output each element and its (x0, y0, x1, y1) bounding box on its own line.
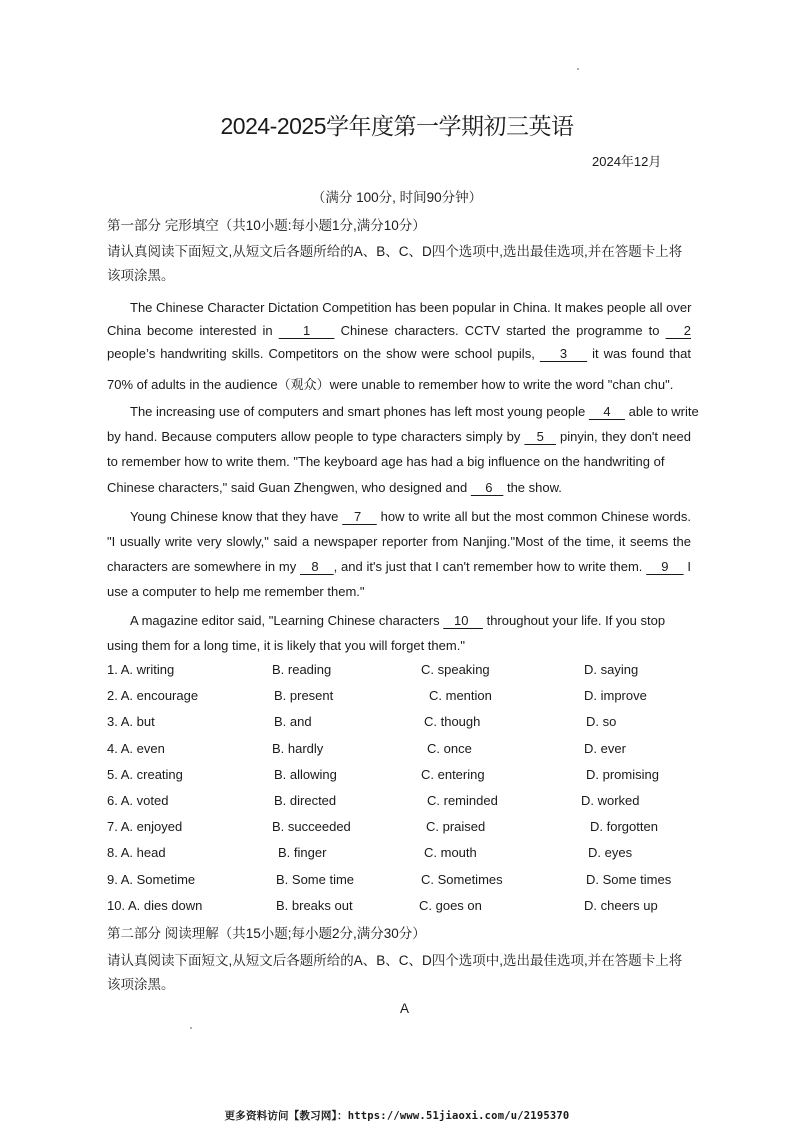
option-q3-a[interactable]: 3. A. but (107, 714, 155, 730)
option-q2-b[interactable]: B. present (274, 688, 334, 704)
blank-4: 4 (588, 404, 626, 419)
option-q1-d[interactable]: D. saying (584, 662, 639, 677)
p1-line1: The Chinese Character Dictation Competition has been popular in China. It makes people all over (130, 300, 692, 315)
option-q9-a[interactable]: 9. A. Sometime (107, 871, 196, 887)
part2-instruction: 请认真阅读下面短文,从短文后各题所给的A、B、C、D四个选项中,选出最佳选项,并在答题卡上将该项涂黑。 (107, 953, 683, 992)
p1-line2: China become interested in 1 Chinese characters. CCTV started the programme to 2 (107, 323, 692, 338)
option-q3-d[interactable]: D. so (586, 714, 617, 730)
option-q4-c[interactable]: C. once (427, 740, 472, 756)
section-marker: A (400, 1001, 410, 1016)
option-q7-c[interactable]: C. praised (426, 819, 486, 835)
option-q5-c[interactable]: C. entering (421, 766, 485, 782)
option-q5-a[interactable]: 5. A. creating (107, 766, 183, 782)
part1-instruction: 请认真阅读下面短文,从短文后各题所给的A、B、C、D四个选项中,选出最佳选项,并在答题卡上将该项涂黑。 (107, 244, 683, 283)
option-q2-d[interactable]: D. improve (584, 688, 647, 704)
scan-speck-2 (190, 1027, 192, 1029)
blank-7: 7 (342, 509, 377, 524)
blank-5: 5 (524, 429, 556, 444)
option-q2-c[interactable]: C. mention (429, 688, 492, 704)
p1-line4: 70% of adults in the audience（观众）were unable to remember how to write the word "chan chu". (107, 377, 674, 392)
blank-10: 10 (443, 613, 483, 628)
option-q5-b[interactable]: B. allowing (274, 766, 337, 782)
option-q8-c[interactable]: C. mouth (424, 845, 477, 861)
option-q1-b[interactable]: B. reading (272, 662, 332, 677)
option-q10-c[interactable]: C. goes on (419, 897, 482, 913)
option-q7-b[interactable]: B. succeeded (272, 819, 351, 835)
option-q6-b[interactable]: B. directed (274, 793, 337, 808)
option-q3-c[interactable]: C. though (424, 714, 481, 730)
blank-2: 2 (665, 323, 692, 338)
part1-heading: 第一部分 完形填空（共10小题:每小题1分,满分10分） (107, 218, 426, 233)
exam-meta: （满分 100分, 时间90分钟） (311, 190, 483, 205)
part2-heading: 第二部分 阅读理解（共15小题;每小题2分,满分30分） (107, 926, 426, 941)
option-q6-a[interactable]: 6. A. voted (107, 793, 169, 808)
p4-line1: A magazine editor said, "Learning Chinese characters 10 throughout your life. If you stop (130, 613, 666, 628)
option-q4-a[interactable]: 4. A. even (107, 740, 165, 756)
option-q10-a[interactable]: 10. A. dies down (107, 897, 203, 913)
p2-line1: The increasing use of computers and smart phones has left most young people 4 able to write (130, 404, 699, 419)
option-q4-d[interactable]: D. ever (584, 740, 626, 756)
option-q10-d[interactable]: D. cheers up (584, 897, 658, 913)
option-q10-b[interactable]: B. breaks out (276, 897, 353, 913)
option-q9-c[interactable]: C. Sometimes (421, 871, 503, 887)
option-q9-d[interactable]: D. Some times (586, 871, 672, 887)
blank-1: 1 (278, 323, 335, 338)
option-q1-c[interactable]: C. speaking (421, 662, 490, 677)
page-title: 2024-2025学年度第一学期初三英语 (220, 113, 574, 139)
option-q2-a[interactable]: 2. A. encourage (107, 688, 199, 704)
p3-line3: characters are somewhere in my 8 , and it's just that I can't remember how to write them. 9 I (107, 559, 691, 574)
option-q5-d[interactable]: D. promising (586, 766, 659, 782)
scan-speck-1 (577, 68, 579, 70)
option-q7-d[interactable]: D. forgotten (590, 819, 658, 835)
option-q8-d[interactable]: D. eyes (588, 845, 633, 861)
option-q7-a[interactable]: 7. A. enjoyed (107, 819, 183, 835)
p3-line4: use a computer to help me remember them." (107, 584, 365, 599)
p2-line3: to remember how to write them. "The keyboard age has had a big influence on the handwriting of (107, 454, 665, 469)
option-q6-d[interactable]: D. worked (581, 793, 640, 808)
option-q3-b[interactable]: B. and (274, 714, 312, 730)
p2-line4: Chinese characters," said Guan Zhengwen, who designed and 6 the show. (107, 480, 562, 495)
option-q9-b[interactable]: B. Some time (276, 871, 355, 887)
p3-line2: "I usually write very slowly," said a newspaper reporter from Nanjing."Most of the time, it seems the (107, 534, 691, 549)
p4-line2: using them for a long time, it is likely that you will forget them." (107, 638, 465, 653)
blank-8: 8 (300, 559, 334, 574)
blank-3: 3 (539, 346, 588, 361)
footer-link[interactable]: 更多资料访问【教习网】：https://www.51jiaoxi.com/u/2195370 (224, 1110, 570, 1122)
blank-9: 9 (646, 559, 684, 574)
option-q1-a[interactable]: 1. A. writing (107, 662, 175, 677)
p1-line3: people’s handwriting skills. Competitors on the show were school pupils, 3 it was found that (107, 346, 691, 361)
exam-date: 2024年12月 (592, 154, 662, 169)
option-q8-a[interactable]: 8. A. head (107, 845, 166, 861)
blank-6: 6 (470, 480, 504, 495)
option-q8-b[interactable]: B. finger (278, 845, 327, 861)
p2-line2: by hand. Because computers allow people to type characters simply by 5 pinyin, they don't need (107, 429, 691, 444)
option-q4-b[interactable]: B. hardly (272, 740, 324, 756)
p3-line1: Young Chinese know that they have 7 how to write all but the most common Chinese words. (130, 509, 691, 524)
option-q6-c[interactable]: C. reminded (427, 793, 498, 808)
